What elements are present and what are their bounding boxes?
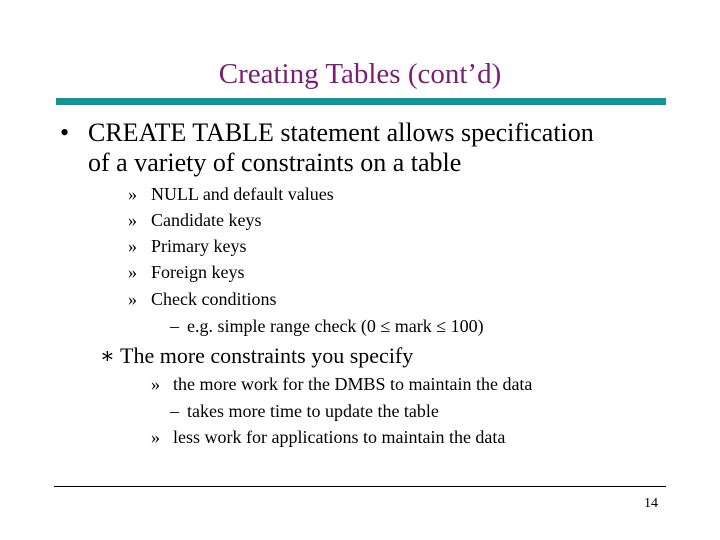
sub-bullet-marker: »	[128, 236, 137, 256]
sub-bullet-marker: »	[128, 289, 137, 309]
sub-bullet-marker: »	[151, 427, 160, 447]
title-underline	[56, 98, 666, 105]
sub-bullet-marker: »	[128, 184, 137, 204]
list-item: Primary keys	[151, 236, 247, 256]
list-item-text: less work for applications to maintain the data	[173, 427, 506, 447]
bullet-1-line-1: CREATE TABLE statement allows specification	[88, 118, 594, 147]
sub-bullet-marker: »	[151, 374, 160, 394]
dash-marker: –	[170, 401, 179, 421]
sub-bullet-marker: »	[128, 262, 137, 282]
list-item	[151, 426, 505, 448]
list-item-text: the more work for the DMBS to maintain the data	[173, 374, 533, 394]
sub-bullet-marker: »	[128, 210, 137, 230]
list-item: Check conditions	[151, 289, 277, 309]
detail-text: takes more time to update the table	[187, 401, 439, 421]
bullet-1-line-2: of a variety of constraints on a table	[88, 148, 462, 177]
page-number: 14	[644, 496, 658, 511]
example-text: e.g. simple range check (0 ≤ mark ≤ 100)	[187, 316, 484, 336]
list-item: Foreign keys	[151, 262, 245, 282]
bullet-2-text: The more constraints you specify	[120, 343, 414, 368]
list-item: Candidate keys	[151, 210, 262, 230]
star-marker: ∗	[100, 343, 115, 368]
dash-marker: –	[170, 316, 179, 336]
footer-divider	[54, 486, 666, 487]
slide-title: Creating Tables (cont’d)	[218, 58, 502, 90]
list-item	[151, 373, 532, 395]
list-item: NULL and default values	[151, 184, 334, 204]
bullet-marker: •	[60, 118, 70, 147]
